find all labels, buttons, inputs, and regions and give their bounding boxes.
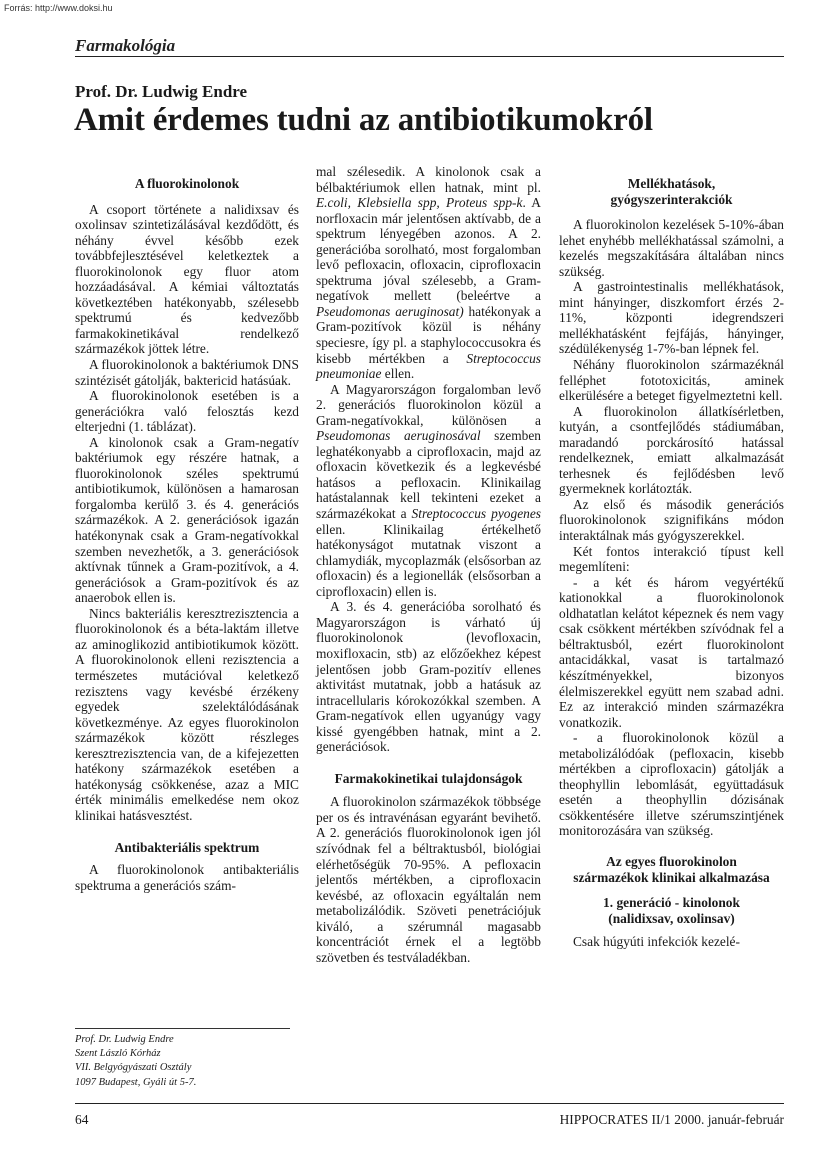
paragraph: Csak húgyúti infekciók kezelé- (573, 934, 740, 950)
section-header: Farmakológia (75, 36, 176, 55)
italic-text: Pseudomonas aeruginosat) (316, 303, 464, 319)
paragraph: Az első és második generációs fluorokinolonok szignifikáns módon interaktálnak más gyógyszerekkel. (559, 496, 784, 544)
affiliation-line: Prof. Dr. Ludwig Endre (75, 1034, 174, 1045)
text-run: hatékonyak a Gram-pozitívok közül is néhány speciesre, így pl. a staphylococcusokra és kisebb mértékben a (316, 303, 541, 366)
heading-antibakterialis-spektrum: Antibakteriális spektrum (114, 840, 260, 856)
heading-1-generacio (559, 895, 784, 926)
text-run: A Magyarországon forgalomban levő 2. generációs fluorokinolon közül a Gram-negatívokkal, különösen a (316, 381, 541, 428)
paragraph: A kinolonok csak a Gram-negatív baktériumok egy részére hatnak, a fluorokinolonok széles spektrumú antibiotikumok, különösen a hamarosan forgalomba kerülő 3. és 4. generációs származékok. A 2. generációsok igazán hatékonynak csak a Gram-negatívokkal szemben nevezhetők, a 3. generációsok aktívnak tűnnek a Gram-pozitívok, a 4. generációsok a Gram-pozitívok és az anaerobok ellen is. (75, 434, 299, 606)
paragraph: A csoport története a nalidixsav és oxolinsav szintetizálásával kezdődött, és néhány évvel később ezek továbbfejlesztésével keletkeztek a fluorokinolonok egy fluor atom hozzáadásával. A kémiai változtatás következtében hatékonyabb, szélesebb spektrumú és kedvezőbb farmakokinetikával rendelkező származékok jöttek létre. (75, 201, 299, 357)
heading-line: származékok klinikai alkalmazása (573, 869, 770, 885)
column-1 (75, 176, 299, 893)
paragraph: A fluorokinolon kezelések 5-10%-ában lehet enyhébb mellékhatással számolni, a kezelés megszakítására általában nincs szükség. (559, 217, 784, 279)
paragraph: Nincs bakteriális keresztrezisztencia a fluorokinolonok és a béta-laktám illetve az aminoglikozid antibiotikumok között. A fluorokinolonok elleni rezisztencia a természetes mutációval keletkező rezisztens vagy kevésbé érzékeny egyedek szelektálódásának következménye. Az egyes fluorokinolon származékok között részleges keresztrezisztencia van, de a kifejezetten hatékony származékok esetében a hatékonyság csökkenése, azaz a MIC érték minimális emelkedése nem okoz klinikai hatásvesztést. (75, 605, 299, 823)
heading-line: Mellékhatások, (627, 176, 716, 191)
footer-rule (75, 1103, 784, 1104)
affiliation-rule (75, 1028, 290, 1029)
paragraph: A fluorokinolonok antibakteriális spektruma a generációs szám- (75, 861, 299, 893)
source-url: Forrás: http://www.doksi.hu (4, 3, 113, 13)
italic-text: Streptococcus pneumoniae (316, 350, 541, 382)
italic-text: Pseudomonas aeruginosával (316, 428, 481, 444)
heading-mellekhatasok (559, 176, 784, 207)
journal-info: HIPPOCRATES II/1 2000. január-február (559, 1112, 784, 1127)
italic-text: Streptococcus pyogenes (411, 506, 541, 522)
paragraph (316, 164, 541, 382)
column-2 (316, 164, 541, 965)
paragraph (316, 382, 541, 600)
paragraph: A 3. és 4. generációba sorolható és Magyarországon is várható új fluorokinolonok (levofloxacin, moxifloxacin, stb) az előzőekhez képest jelentősen jobb Gram-pozitív ellenes aktivitást mutatnak, jobb a hatásuk az intracellularis kórokozókkal szemben. A Gram-negatívok ellen ugyanúgy vagy kissé gyengébben hatnak, mint a 2. generációsok. (316, 599, 541, 755)
page-number: 64 (75, 1112, 89, 1127)
heading-klinikai-alkalmazas (559, 854, 784, 885)
heading-fluorokinolonok: A fluorokinolonok (134, 176, 240, 191)
paragraph: A fluorokinolonok esetében is a generációkra való felosztás kezd elterjedni (1. táblázat). (75, 388, 299, 435)
column-3 (559, 176, 784, 950)
article-title: Amit érdemes tudni az antibiotikumokról (74, 102, 653, 138)
text-run: . A norfloxacin már jelentősen aktívabb, de a spektrum lényegében azonos. A 2. generációba sorolható, most forgalomban levő pefloxacin, ofloxacin, ciprofloxacin spektruma jóval szélesebb, a Gram-negatívok mellett (beleértve a (316, 195, 541, 304)
paragraph: - a fluorokinolonok közül a metabolizálódóak (pefloxacin, kisebb mértékben a ciprofloxacin) gátolják a theophyllin lebomlását, együttadásuk esetén a theophyllin dózisának csökkentésére illetve szérumszintjének monitorozására van szükség. (559, 730, 784, 839)
text-run: ellen. Klinikailag értékelhető hatékonyságot mutatnak viszont a chlamydiák, mycoplazmák (elsősorban az ofloxacin) és a legionellák (elsősorban a ciprofloxacin) ellen is. (316, 521, 541, 599)
paragraph: A fluorokinolon származékok többsége per os és intravénásan egyaránt bevihető. A 2. generációs fluorokinolonok igen jól szívódnak fel a béltraktusból, biológiai elérhetőségük 70-95%. A pefloxacin jelentős mértékben, a ciprofloxacin kevésbé, az ofloxacin egyáltalán nem metabolizálódik. Szöveti penetrációjuk kiváló, a szérumnál magasabb koncentrációt érnek el a legtöbb szövetben és testváladékban. (316, 794, 541, 965)
author-name: Prof. Dr. Ludwig Endre (75, 82, 248, 101)
heading-line: gyógyszerinterakciók (610, 191, 733, 207)
heading-line: (nalidixsav, oxolinsav) (608, 910, 735, 926)
italic-text: E.coli, Klebsiella spp, Proteus spp-k (316, 195, 523, 211)
paragraph: A fluorokinolonok a baktériumok DNS szintézisét gátolják, baktericid hatásúak. (75, 357, 299, 388)
affiliation-line: VII. Belgyógyászati Osztály (75, 1062, 192, 1074)
paragraph: Néhány fluorokinolon származéknál felléphet fototoxicitás, aminek elkerülésére a beteget figyelmeztetni kell. (559, 357, 784, 404)
affiliation-line: 1097 Budapest, Gyáli út 5-7. (75, 1076, 197, 1088)
heading-line: Az egyes fluorokinolon (606, 853, 737, 869)
paragraph: A fluorokinolon állatkísérletben, kutyán, a csontfejlődés stádiumában, maradandó porckárosító hatással rendelkeznek, emiatt alkalmazását terhesnek és fejlődésben levő gyermeknek korlátozták. (559, 403, 784, 497)
heading-line: 1. generáció - kinolonok (603, 895, 740, 911)
paragraph: A gastrointestinalis mellékhatások, mint hányinger, diszkomfort érzés 2-11%, központi idegrendszeri mellékhatásként fejfájás, hányinger, szédülékenység 1-7%-ban lépnek fel. (559, 279, 784, 357)
paragraph: - a két és három vegyértékű kationokkal a fluorokinolonok oldhatatlan kelátot képeznek és nem vagy csak csökkent mértékben szívódnak fel a béltraktusból, ezért fluorokinolont antacidákkal, vasat is tartalmazó készítményekkel, bizonyos élelmiszerekkel együtt nem szabad adni. Ez az interakció minden származékra vonatkozik. (559, 574, 784, 730)
paragraph: Két fontos interakció típust kell megemlíteni: (559, 543, 784, 575)
header-rule (75, 56, 784, 57)
heading-farmakokinetikai: Farmakokinetikai tulajdonságok (334, 770, 523, 786)
text-run: ellen. (381, 366, 415, 382)
affiliation-line: Szent László Kórház (75, 1048, 161, 1060)
text-run: mal szélesedik. A kinolonok csak a bélbaktériumok ellen hatnak, mint pl. (316, 164, 541, 195)
author-affiliation (75, 1033, 196, 1090)
text-run: szemben leghatékonyabb a ciprofloxacin, majd az ofloxacin következik és a legkevésbé hatásos a pefloxacin. Klinikailag hatástalannak kell tekinteni ezeket a származékokat a (316, 428, 541, 522)
